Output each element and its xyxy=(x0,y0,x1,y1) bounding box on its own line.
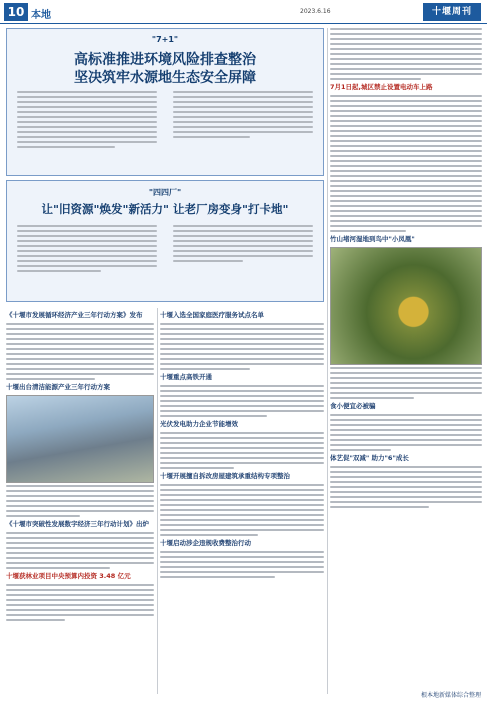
feature1-body-left xyxy=(17,91,157,151)
page-number: 10 xyxy=(4,3,28,21)
article-headline[interactable]: 十堰出台清洁能源产业三年行动方案 xyxy=(6,383,110,391)
article-headline[interactable]: 体艺促"双减" 助力"6"成长 xyxy=(330,454,409,462)
article-body xyxy=(6,485,154,517)
feature1-body-right xyxy=(173,91,313,141)
article-photo xyxy=(6,395,154,483)
column-right xyxy=(330,28,482,511)
feature1-kicker: "7+1" xyxy=(151,35,179,44)
article-body xyxy=(160,432,324,469)
article-body xyxy=(330,367,482,399)
masthead-info: 2023.6.16 xyxy=(300,8,331,15)
article-headline[interactable]: 食小便宜必被骗 xyxy=(330,402,376,410)
footer-note: 根本地新媒体综合整理 xyxy=(420,692,481,699)
article-body xyxy=(160,551,324,578)
masthead xyxy=(0,0,487,24)
feature2-title: 让"旧资源"焕发"新活力" 让老厂房变身"打卡地" xyxy=(41,202,289,216)
article-body xyxy=(6,532,154,569)
feature1-title-line1: 高标准推进环境风险排查整治 xyxy=(74,52,256,68)
article-headline[interactable]: 《十堰市发展循环经济产业三年行动方案》发布 xyxy=(6,311,143,319)
column-left xyxy=(6,308,154,624)
article-headline[interactable]: 十堰重点高铁开通 xyxy=(160,373,212,381)
article-body xyxy=(6,584,154,621)
article-body xyxy=(330,466,482,508)
feature-box-old-factory xyxy=(6,180,324,302)
article-body xyxy=(160,385,324,417)
article-headline[interactable]: 《十堰市突破性发展数字经济三年行动计划》出炉 xyxy=(6,520,149,528)
feature2-body-right xyxy=(173,225,313,265)
column-divider xyxy=(157,308,158,694)
article-headline[interactable]: 光伏发电助力企业节能增效 xyxy=(160,420,238,428)
article-headline[interactable]: 7月1日起,城区禁止设置电动车上路 xyxy=(330,83,433,91)
article-body xyxy=(330,414,482,451)
article-body xyxy=(330,28,482,80)
article-headline[interactable]: 十堰开展擅自拆改房屋建筑承重结构专项整治 xyxy=(160,472,290,480)
article-body xyxy=(160,484,324,536)
article-photo xyxy=(330,247,482,365)
column-middle xyxy=(160,308,324,581)
article-body xyxy=(160,323,324,370)
article-headline[interactable]: 十堰获林业项目中央预算内投资 3.48 亿元 xyxy=(6,572,131,580)
article-body xyxy=(6,323,154,380)
section-label: 本地 xyxy=(31,10,51,21)
feature-box-environment xyxy=(6,28,324,176)
column-divider xyxy=(327,28,328,694)
article-headline[interactable]: 十堰入选全国家庭医疗服务试点名单 xyxy=(160,311,264,319)
brand-logo: 十堰周刊 xyxy=(423,3,481,21)
feature2-kicker: "四四厂" xyxy=(148,188,182,197)
article-body xyxy=(330,95,482,232)
feature1-title-line2: 坚决筑牢水源地生态安全屏障 xyxy=(74,70,256,86)
article-headline[interactable]: 十堰启动涉企违规收费整治行动 xyxy=(160,539,251,547)
feature2-body-left xyxy=(17,225,157,275)
article-headline[interactable]: 竹山堵河湿地到鸟中"小凤凰" xyxy=(330,235,415,243)
